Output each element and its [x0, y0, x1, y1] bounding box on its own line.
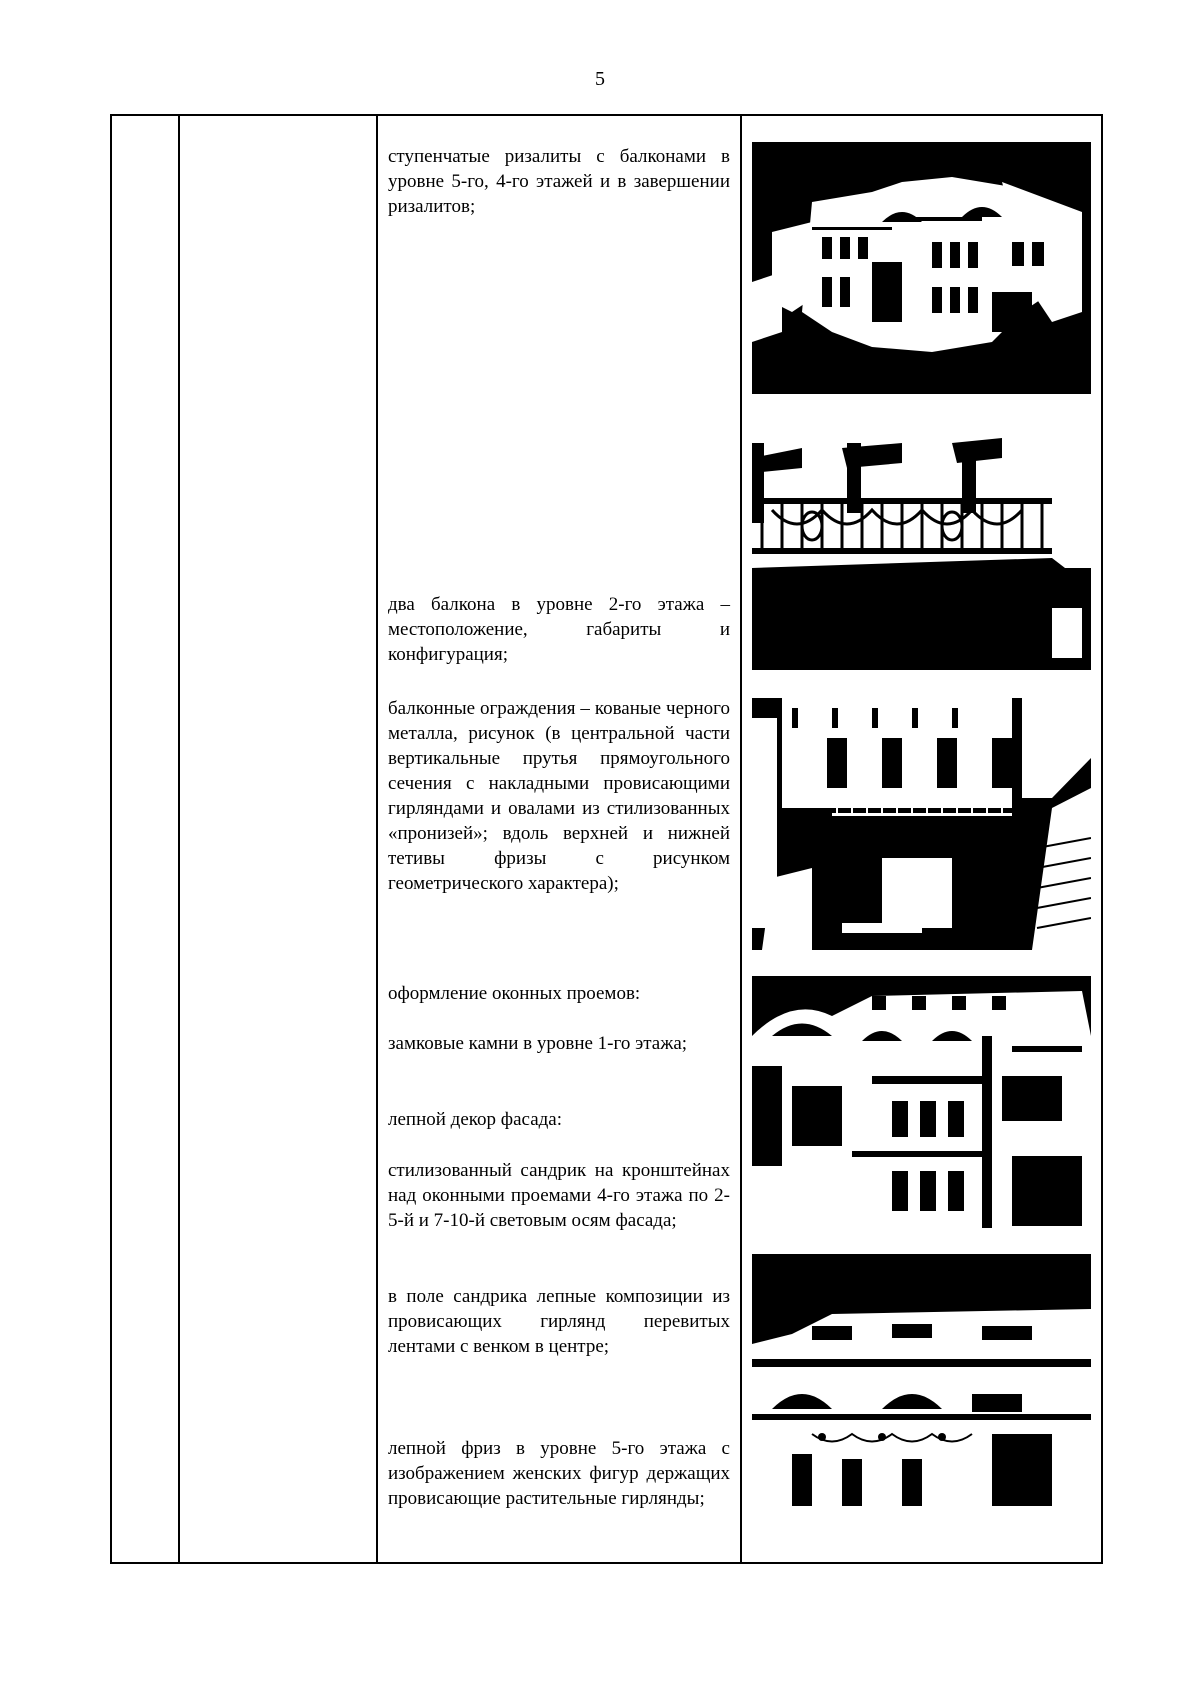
text-frieze: лепной фриз в уровне 5-го этажа с изображением женских фигур держащих провисающие растительные гирлянды; — [388, 1438, 730, 1509]
text-stucco-decor: лепной декор фасада: — [388, 1109, 563, 1130]
table-column-divider — [740, 116, 742, 1562]
text-balcony-railings: балконные ограждения – кованые черного металла, рисунок (в центральной части вертикальные прутья прямоугольного сечения с накладными провисающими гирляндами и овалами из стилизованных «пронизей»; вдоль верхней и нижней тетивы фризы с рисунком геометрического характера); — [388, 698, 730, 894]
photo-facade-frieze — [752, 1254, 1091, 1506]
photo-balcony-railing — [752, 418, 1091, 670]
text-sandrik: стилизованный сандрик на кронштейнах над оконными проемами 4-го этажа по 2-5-й и 7-10-й световым осям фасада; — [388, 1160, 730, 1231]
text-window-openings: оформление оконных проемов: — [388, 983, 641, 1004]
text-risalits: ступенчатые ризалиты с балконами в уровне 5-го, 4-го этажей и в завершении ризалитов; — [388, 146, 730, 217]
table-column-divider — [376, 116, 378, 1562]
text-sandrik-compositions: в поле сандрика лепные композиции из провисающих гирлянд перевитых лентами с венком в центре; — [388, 1286, 730, 1357]
text-balconies-location: два балкона в уровне 2-го этажа – местоположение, габариты и конфигурация; — [388, 594, 730, 665]
photo-facade-windows — [752, 976, 1091, 1228]
photo-second-floor-balcony — [752, 698, 1091, 950]
photo-facade-risalits — [752, 142, 1091, 394]
text-keystones: замковые камни в уровне 1-го этажа; — [388, 1033, 688, 1054]
page-number: 5 — [595, 68, 605, 90]
table-column-divider — [178, 116, 180, 1562]
